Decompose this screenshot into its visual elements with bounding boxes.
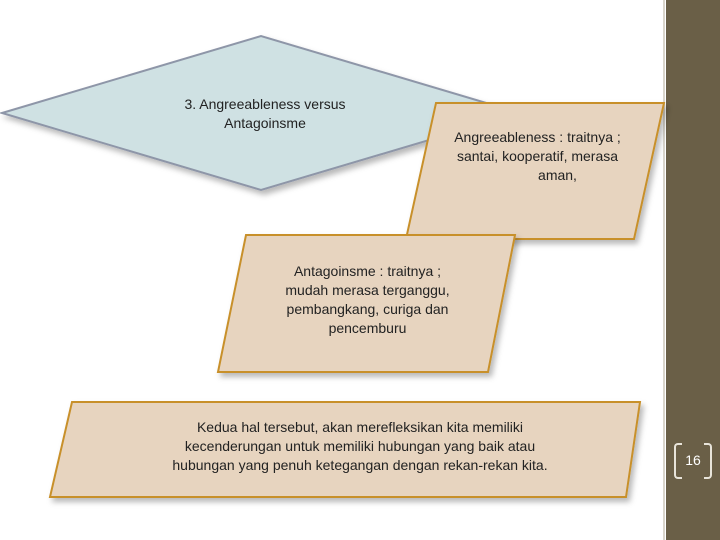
agree-line-2: santai, kooperatif, merasa — [456, 148, 619, 164]
summary-line-3: hubungan yang penuh ketegangan dengan rekan-rekan kita. — [172, 457, 548, 473]
box-antag-text — [250, 262, 485, 338]
page-number: 16 — [685, 452, 701, 468]
antag-line-1: Antagoinsme : traitnya ; — [293, 263, 442, 279]
agree-line-1: Angreeableness : traitnya ; — [454, 129, 621, 145]
box-summary-text — [100, 418, 620, 475]
agree-line-3: aman, — [538, 167, 577, 183]
antag-line-3: pembangkang, curiga dan — [286, 301, 449, 317]
antag-line-2: mudah merasa terganggu, — [285, 282, 450, 298]
diamond-line-2: Antagoinsme — [224, 115, 306, 131]
box-agree-text — [435, 128, 640, 185]
summary-line-2: kecenderungan untuk memiliki hubungan yang baik atau — [184, 438, 536, 454]
antag-line-4: pencemburu — [328, 320, 407, 336]
diamond-text — [140, 95, 390, 133]
summary-line-1: Kedua hal tersebut, akan merefleksikan kita memiliki — [196, 419, 524, 435]
diamond-line-1: 3. Angreeableness versus — [184, 96, 346, 112]
